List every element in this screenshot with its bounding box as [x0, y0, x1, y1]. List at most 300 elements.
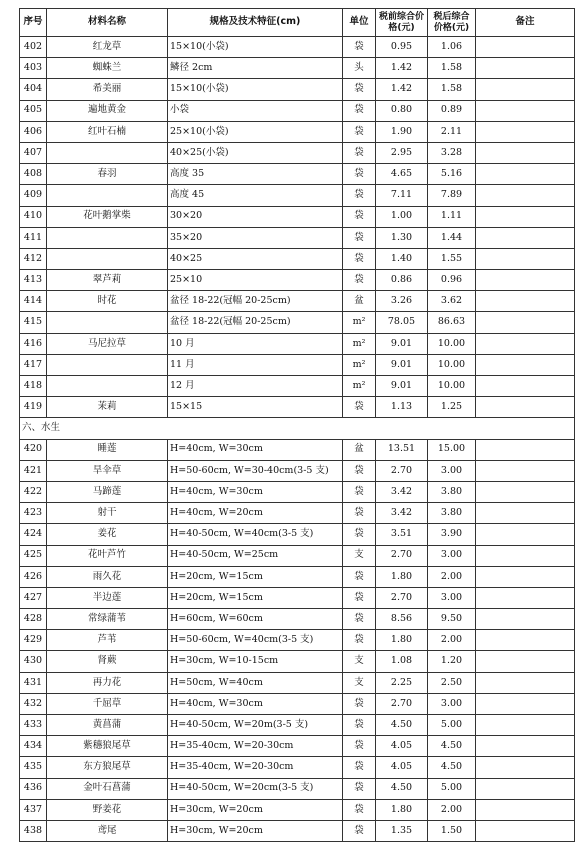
table-row [20, 693, 575, 714]
row-name: 雨久花 [47, 566, 168, 587]
row-name [47, 227, 168, 248]
row-name: 鸢尾 [47, 820, 168, 841]
table-row [20, 778, 575, 799]
row-post-tax-price: 1.11 [428, 206, 476, 227]
row-spec: H=60cm, W=60cm [168, 609, 343, 630]
section-row [20, 418, 575, 439]
table-row [20, 354, 575, 375]
row-spec: 盆径 18-22(冠幅 20-25cm) [168, 312, 343, 333]
row-no: 410 [20, 206, 47, 227]
row-unit: 袋 [343, 799, 376, 820]
row-name: 肾蕨 [47, 651, 168, 672]
row-post-tax-price: 3.00 [428, 545, 476, 566]
row-unit: 盆 [343, 291, 376, 312]
row-no: 422 [20, 481, 47, 502]
row-remark [476, 778, 575, 799]
row-remark [476, 142, 575, 163]
row-remark [476, 820, 575, 841]
row-name [47, 376, 168, 397]
row-post-tax-price: 1.44 [428, 227, 476, 248]
table-row [20, 206, 575, 227]
row-unit: m² [343, 312, 376, 333]
row-remark [476, 291, 575, 312]
row-spec: 高度 45 [168, 185, 343, 206]
row-pre-tax-price: 2.70 [376, 587, 428, 608]
row-post-tax-price: 3.00 [428, 587, 476, 608]
row-pre-tax-price: 4.50 [376, 715, 428, 736]
table-row [20, 248, 575, 269]
table-row [20, 79, 575, 100]
row-post-tax-price: 15.00 [428, 439, 476, 460]
row-unit: 袋 [343, 693, 376, 714]
header-remark: 备注 [476, 9, 575, 37]
row-remark [476, 757, 575, 778]
row-remark [476, 185, 575, 206]
table-row [20, 651, 575, 672]
table-row [20, 376, 575, 397]
row-spec: 35×20 [168, 227, 343, 248]
row-spec: H=50cm, W=40cm [168, 672, 343, 693]
table-row [20, 270, 575, 291]
row-no: 411 [20, 227, 47, 248]
row-spec: 30×20 [168, 206, 343, 227]
row-unit: 支 [343, 545, 376, 566]
row-pre-tax-price: 2.70 [376, 460, 428, 481]
row-name: 半边莲 [47, 587, 168, 608]
row-post-tax-price: 2.00 [428, 566, 476, 587]
row-post-tax-price: 2.50 [428, 672, 476, 693]
row-no: 404 [20, 79, 47, 100]
row-remark [476, 672, 575, 693]
row-spec: H=40cm, W=30cm [168, 693, 343, 714]
row-remark [476, 715, 575, 736]
row-pre-tax-price: 1.80 [376, 566, 428, 587]
row-post-tax-price: 4.50 [428, 736, 476, 757]
row-post-tax-price: 1.25 [428, 397, 476, 418]
row-pre-tax-price: 1.42 [376, 79, 428, 100]
price-table [19, 8, 575, 842]
row-spec: H=20cm, W=15cm [168, 587, 343, 608]
row-unit: 袋 [343, 185, 376, 206]
row-pre-tax-price: 3.51 [376, 524, 428, 545]
row-pre-tax-price: 4.50 [376, 778, 428, 799]
row-unit: 袋 [343, 587, 376, 608]
row-remark [476, 354, 575, 375]
row-name: 马蹄莲 [47, 481, 168, 502]
row-post-tax-price: 1.55 [428, 248, 476, 269]
row-no: 431 [20, 672, 47, 693]
row-pre-tax-price: 9.01 [376, 376, 428, 397]
row-post-tax-price: 3.00 [428, 460, 476, 481]
row-no: 438 [20, 820, 47, 841]
row-unit: 头 [343, 58, 376, 79]
row-no: 405 [20, 100, 47, 121]
row-post-tax-price: 2.00 [428, 630, 476, 651]
table-row [20, 333, 575, 354]
table-row [20, 820, 575, 841]
row-unit: 袋 [343, 609, 376, 630]
table-row [20, 799, 575, 820]
row-no: 434 [20, 736, 47, 757]
row-remark [476, 227, 575, 248]
row-remark [476, 566, 575, 587]
row-no: 429 [20, 630, 47, 651]
row-spec: 高度 35 [168, 164, 343, 185]
row-pre-tax-price: 7.11 [376, 185, 428, 206]
row-unit: 袋 [343, 248, 376, 269]
header-no: 序号 [20, 9, 47, 37]
row-name: 红龙草 [47, 37, 168, 58]
row-spec: 15×15 [168, 397, 343, 418]
row-post-tax-price: 2.11 [428, 121, 476, 142]
row-name: 花叶鹅掌柴 [47, 206, 168, 227]
row-unit: 袋 [343, 630, 376, 651]
row-post-tax-price: 3.62 [428, 291, 476, 312]
header-spec: 规格及技术特征(cm) [168, 9, 343, 37]
header-unit: 单位 [343, 9, 376, 37]
row-post-tax-price: 1.50 [428, 820, 476, 841]
row-unit: 袋 [343, 460, 376, 481]
row-pre-tax-price: 0.86 [376, 270, 428, 291]
row-no: 435 [20, 757, 47, 778]
table-row [20, 291, 575, 312]
row-post-tax-price: 1.06 [428, 37, 476, 58]
table-header [20, 9, 575, 37]
row-unit: 盆 [343, 439, 376, 460]
row-remark [476, 248, 575, 269]
row-remark [476, 587, 575, 608]
table-row [20, 524, 575, 545]
row-remark [476, 164, 575, 185]
table-row [20, 142, 575, 163]
header-row [20, 9, 575, 37]
row-pre-tax-price: 2.70 [376, 545, 428, 566]
row-pre-tax-price: 1.80 [376, 799, 428, 820]
row-spec: 15×10(小袋) [168, 79, 343, 100]
row-spec: 盆径 18-22(冠幅 20-25cm) [168, 291, 343, 312]
row-unit: 袋 [343, 270, 376, 291]
row-name: 希美丽 [47, 79, 168, 100]
table-row [20, 100, 575, 121]
row-unit: 袋 [343, 164, 376, 185]
row-pre-tax-price: 1.40 [376, 248, 428, 269]
row-post-tax-price: 5.00 [428, 715, 476, 736]
row-post-tax-price: 1.58 [428, 79, 476, 100]
row-name: 姜花 [47, 524, 168, 545]
row-unit: 袋 [343, 227, 376, 248]
row-unit: 袋 [343, 566, 376, 587]
row-post-tax-price: 4.50 [428, 757, 476, 778]
row-unit: 袋 [343, 757, 376, 778]
row-unit: 袋 [343, 37, 376, 58]
row-post-tax-price: 10.00 [428, 333, 476, 354]
table-row [20, 185, 575, 206]
row-post-tax-price: 3.28 [428, 142, 476, 163]
row-name: 翠芦莉 [47, 270, 168, 291]
row-spec: H=40cm, W=20cm [168, 503, 343, 524]
row-remark [476, 545, 575, 566]
row-pre-tax-price: 4.65 [376, 164, 428, 185]
row-pre-tax-price: 9.01 [376, 354, 428, 375]
row-pre-tax-price: 3.42 [376, 481, 428, 502]
row-name: 东方狼尾草 [47, 757, 168, 778]
row-remark [476, 651, 575, 672]
row-no: 419 [20, 397, 47, 418]
row-name: 花叶芦竹 [47, 545, 168, 566]
row-name: 马尼拉草 [47, 333, 168, 354]
row-spec: 10 月 [168, 333, 343, 354]
row-unit: 袋 [343, 524, 376, 545]
row-remark [476, 693, 575, 714]
table-row [20, 460, 575, 481]
row-name: 茉莉 [47, 397, 168, 418]
row-no: 416 [20, 333, 47, 354]
table-row [20, 58, 575, 79]
row-unit: 袋 [343, 397, 376, 418]
row-spec: H=40cm, W=30cm [168, 439, 343, 460]
row-remark [476, 736, 575, 757]
row-pre-tax-price: 78.05 [376, 312, 428, 333]
row-spec: H=30cm, W=10-15cm [168, 651, 343, 672]
row-name: 红叶石楠 [47, 121, 168, 142]
row-post-tax-price: 86.63 [428, 312, 476, 333]
row-no: 420 [20, 439, 47, 460]
row-remark [476, 439, 575, 460]
row-no: 432 [20, 693, 47, 714]
row-no: 436 [20, 778, 47, 799]
row-name: 芦苇 [47, 630, 168, 651]
table-row [20, 545, 575, 566]
row-spec: 12 月 [168, 376, 343, 397]
row-name: 遍地黄金 [47, 100, 168, 121]
row-name [47, 312, 168, 333]
row-no: 437 [20, 799, 47, 820]
table-row [20, 757, 575, 778]
row-name: 千屈草 [47, 693, 168, 714]
row-post-tax-price: 3.80 [428, 481, 476, 502]
row-unit: 袋 [343, 736, 376, 757]
row-pre-tax-price: 1.80 [376, 630, 428, 651]
row-spec: H=50-60cm, W=30-40cm(3-5 支) [168, 460, 343, 481]
row-remark [476, 37, 575, 58]
row-unit: 袋 [343, 820, 376, 841]
table-row [20, 672, 575, 693]
row-pre-tax-price: 0.95 [376, 37, 428, 58]
row-name: 金叶石菖蒲 [47, 778, 168, 799]
table-body [20, 37, 575, 842]
row-post-tax-price: 2.00 [428, 799, 476, 820]
row-spec: 11 月 [168, 354, 343, 375]
row-no: 415 [20, 312, 47, 333]
row-spec: H=40-50cm, W=25cm [168, 545, 343, 566]
row-unit: 袋 [343, 778, 376, 799]
row-unit: 支 [343, 672, 376, 693]
row-pre-tax-price: 4.05 [376, 736, 428, 757]
row-pre-tax-price: 1.13 [376, 397, 428, 418]
row-no: 407 [20, 142, 47, 163]
row-spec: H=30cm, W=20cm [168, 820, 343, 841]
row-name [47, 142, 168, 163]
row-post-tax-price: 10.00 [428, 376, 476, 397]
row-post-tax-price: 9.50 [428, 609, 476, 630]
row-remark [476, 100, 575, 121]
row-unit: 袋 [343, 715, 376, 736]
row-pre-tax-price: 4.05 [376, 757, 428, 778]
table-row [20, 164, 575, 185]
row-remark [476, 333, 575, 354]
row-post-tax-price: 5.00 [428, 778, 476, 799]
row-post-tax-price: 1.20 [428, 651, 476, 672]
table-row [20, 715, 575, 736]
row-no: 430 [20, 651, 47, 672]
row-spec: H=20cm, W=15cm [168, 566, 343, 587]
row-name: 再力花 [47, 672, 168, 693]
row-unit: m² [343, 376, 376, 397]
row-pre-tax-price: 2.70 [376, 693, 428, 714]
row-unit: 袋 [343, 481, 376, 502]
row-remark [476, 630, 575, 651]
row-spec: 25×10 [168, 270, 343, 291]
row-name: 野姜花 [47, 799, 168, 820]
table-row [20, 481, 575, 502]
table-row [20, 312, 575, 333]
table-row [20, 609, 575, 630]
row-unit: 支 [343, 651, 376, 672]
row-unit: m² [343, 333, 376, 354]
row-pre-tax-price: 1.42 [376, 58, 428, 79]
row-spec: 40×25(小袋) [168, 142, 343, 163]
row-name: 春羽 [47, 164, 168, 185]
row-pre-tax-price: 1.08 [376, 651, 428, 672]
table-row [20, 503, 575, 524]
row-remark [476, 460, 575, 481]
row-remark [476, 58, 575, 79]
row-post-tax-price: 1.58 [428, 58, 476, 79]
row-remark [476, 397, 575, 418]
row-no: 427 [20, 587, 47, 608]
row-no: 414 [20, 291, 47, 312]
row-name [47, 185, 168, 206]
row-name: 时花 [47, 291, 168, 312]
row-remark [476, 609, 575, 630]
table-row [20, 227, 575, 248]
row-pre-tax-price: 2.25 [376, 672, 428, 693]
row-spec: 40×25 [168, 248, 343, 269]
row-name [47, 354, 168, 375]
row-pre-tax-price: 1.90 [376, 121, 428, 142]
row-unit: 袋 [343, 100, 376, 121]
row-pre-tax-price: 0.80 [376, 100, 428, 121]
header-post-tax: 税后综合价格(元) [428, 9, 476, 37]
row-pre-tax-price: 9.01 [376, 333, 428, 354]
row-remark [476, 270, 575, 291]
row-remark [476, 524, 575, 545]
row-remark [476, 79, 575, 100]
row-spec: H=50-60cm, W=40cm(3-5 支) [168, 630, 343, 651]
row-post-tax-price: 7.89 [428, 185, 476, 206]
row-pre-tax-price: 2.95 [376, 142, 428, 163]
table-row [20, 566, 575, 587]
row-no: 418 [20, 376, 47, 397]
table-row [20, 736, 575, 757]
row-remark [476, 312, 575, 333]
row-spec: 25×10(小袋) [168, 121, 343, 142]
row-pre-tax-price: 3.42 [376, 503, 428, 524]
row-remark [476, 503, 575, 524]
row-no: 409 [20, 185, 47, 206]
row-no: 421 [20, 460, 47, 481]
header-pre-tax: 税前综合价格(元) [376, 9, 428, 37]
row-unit: 袋 [343, 206, 376, 227]
row-name: 蜘蛛兰 [47, 58, 168, 79]
row-remark [476, 481, 575, 502]
table-row [20, 630, 575, 651]
row-remark [476, 121, 575, 142]
row-no: 423 [20, 503, 47, 524]
row-post-tax-price: 5.16 [428, 164, 476, 185]
row-no: 408 [20, 164, 47, 185]
row-spec: H=30cm, W=20cm [168, 799, 343, 820]
row-no: 413 [20, 270, 47, 291]
row-spec: H=40-50cm, W=20m(3-5 支) [168, 715, 343, 736]
row-spec: H=40-50cm, W=40cm(3-5 支) [168, 524, 343, 545]
row-remark [476, 206, 575, 227]
row-no: 403 [20, 58, 47, 79]
row-name: 常绿蒲苇 [47, 609, 168, 630]
row-name: 旱伞草 [47, 460, 168, 481]
row-remark [476, 376, 575, 397]
row-pre-tax-price: 8.56 [376, 609, 428, 630]
table-row [20, 121, 575, 142]
row-no: 412 [20, 248, 47, 269]
section-label: 六、水生 [20, 418, 575, 439]
table-row [20, 439, 575, 460]
row-remark [476, 799, 575, 820]
row-spec: H=40-50cm, W=20cm(3-5 支) [168, 778, 343, 799]
row-spec: H=35-40cm, W=20-30cm [168, 757, 343, 778]
row-post-tax-price: 3.80 [428, 503, 476, 524]
row-post-tax-price: 0.96 [428, 270, 476, 291]
row-no: 426 [20, 566, 47, 587]
row-unit: 袋 [343, 142, 376, 163]
row-name: 睡莲 [47, 439, 168, 460]
row-no: 433 [20, 715, 47, 736]
row-spec: 鳞径 2cm [168, 58, 343, 79]
row-no: 424 [20, 524, 47, 545]
row-pre-tax-price: 3.26 [376, 291, 428, 312]
row-no: 425 [20, 545, 47, 566]
row-unit: 袋 [343, 79, 376, 100]
table-row [20, 397, 575, 418]
table-row [20, 37, 575, 58]
row-pre-tax-price: 1.00 [376, 206, 428, 227]
row-post-tax-price: 10.00 [428, 354, 476, 375]
row-name: 射干 [47, 503, 168, 524]
row-pre-tax-price: 1.35 [376, 820, 428, 841]
row-unit: 袋 [343, 503, 376, 524]
row-spec: 小袋 [168, 100, 343, 121]
row-name [47, 248, 168, 269]
row-name: 黄菖蒲 [47, 715, 168, 736]
row-no: 402 [20, 37, 47, 58]
row-unit: 袋 [343, 121, 376, 142]
row-post-tax-price: 0.89 [428, 100, 476, 121]
row-spec: 15×10(小袋) [168, 37, 343, 58]
row-name: 紫穗狼尾草 [47, 736, 168, 757]
row-pre-tax-price: 13.51 [376, 439, 428, 460]
table-row [20, 587, 575, 608]
row-pre-tax-price: 1.30 [376, 227, 428, 248]
